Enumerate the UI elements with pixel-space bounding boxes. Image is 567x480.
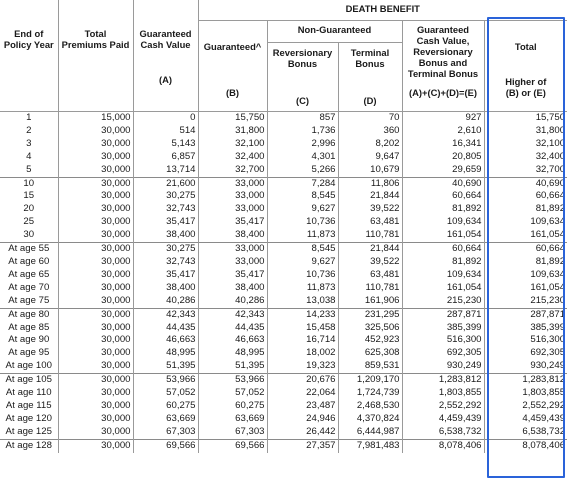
total-premiums-cell: 30,000 [58, 229, 133, 242]
terminal-bonus-cell: 325,506 [338, 322, 402, 335]
policy-year-cell: At age 85 [8, 321, 50, 333]
combined-value-cell: 2,610 [402, 125, 484, 138]
policy-year-cell: At age 70 [8, 281, 50, 293]
combined-value-cell: 60,664 [402, 243, 484, 256]
table-row [0, 256, 567, 269]
combined-value-cell: 161,054 [402, 282, 484, 295]
table-row [0, 164, 567, 177]
terminal-bonus-cell: 2,468,530 [338, 400, 402, 413]
total-death-benefit-cell: 692,305 [484, 347, 567, 360]
policy-year-cell: At age 128 [0, 439, 58, 452]
policy-year-cell: 10 [0, 177, 58, 190]
reversionary-bonus-cell: 5,266 [267, 164, 338, 177]
total-premiums-cell: 30,000 [58, 322, 133, 335]
guaranteed-cash-value-cell: 51,395 [133, 360, 198, 373]
guaranteed-cash-value-cell: 44,435 [133, 322, 198, 335]
policy-year-cell: 3 [26, 137, 32, 149]
reversionary-bonus-cell: 4,301 [267, 151, 338, 164]
total-death-benefit-cell: 161,054 [484, 229, 567, 242]
total-death-benefit-cell: 1,803,855 [484, 387, 567, 400]
table-row [0, 439, 567, 452]
policy-year-cell: 20 [23, 203, 35, 215]
guaranteed-death-benefit-cell: 63,669 [198, 413, 267, 426]
table-row [0, 151, 567, 164]
guaranteed-death-benefit-cell: 35,417 [198, 216, 267, 229]
reversionary-bonus-cell: 1,736 [267, 125, 338, 138]
total-premiums-cell: 30,000 [58, 374, 133, 387]
total-premiums-cell: 30,000 [58, 282, 133, 295]
reversionary-bonus-cell: 11,873 [267, 229, 338, 242]
table-row [0, 400, 567, 413]
guaranteed-cash-value-cell: 38,400 [133, 229, 198, 242]
policy-year-cell: At age 75 [8, 294, 50, 306]
guaranteed-death-benefit-cell: 35,417 [198, 269, 267, 282]
guaranteed-cash-value-cell: 30,275 [133, 243, 198, 256]
guaranteed-death-benefit-cell: 60,275 [198, 400, 267, 413]
policy-year-cell: 2 [26, 124, 32, 136]
guaranteed-cash-value-cell: 40,286 [133, 295, 198, 308]
reversionary-bonus-cell: 26,442 [267, 426, 338, 439]
guaranteed-cash-value-cell: 0 [133, 112, 198, 125]
total-premiums-cell: 30,000 [58, 125, 133, 138]
guaranteed-cash-value-cell: 5,143 [133, 138, 198, 151]
guaranteed-death-benefit-cell: 33,000 [198, 177, 267, 190]
guaranteed-death-benefit-cell: 32,700 [198, 164, 267, 177]
policy-year-cell: At age 115 [5, 399, 52, 411]
combined-value-cell: 20,805 [402, 151, 484, 164]
column-a-label: (A) [158, 74, 172, 85]
terminal-bonus-cell: 4,370,824 [338, 413, 402, 426]
combined-value-cell: 16,341 [402, 138, 484, 151]
total-death-benefit-cell: 6,538,732 [484, 426, 567, 439]
total-death-benefit-cell: 40,690 [484, 177, 567, 190]
combined-value-cell: 60,664 [402, 190, 484, 203]
guaranteed-cash-value-cell: 60,275 [133, 400, 198, 413]
total-premiums-paid-label: Total Premiums Paid [61, 28, 130, 50]
total-premiums-cell: 30,000 [58, 413, 133, 426]
total-death-benefit-cell: 516,300 [484, 334, 567, 347]
column-d-label: (D) [363, 95, 377, 106]
terminal-bonus-cell: 6,444,987 [338, 426, 402, 439]
terminal-bonus-cell: 110,781 [338, 229, 402, 242]
policy-year-cell: At age 65 [8, 268, 50, 280]
total-premiums-paid-header [58, 0, 133, 112]
table-row [0, 413, 567, 426]
table-row [0, 243, 567, 256]
reversionary-bonus-cell: 10,736 [267, 269, 338, 282]
combined-value-cell: 516,300 [402, 334, 484, 347]
terminal-bonus-cell: 7,981,483 [338, 439, 402, 452]
combined-value-cell: 930,249 [402, 360, 484, 373]
policy-year-cell: At age 80 [0, 308, 58, 321]
reversionary-bonus-cell: 18,002 [267, 347, 338, 360]
reversionary-bonus-cell: 24,946 [267, 413, 338, 426]
total-death-benefit-cell: 215,230 [484, 295, 567, 308]
guaranteed-label: Guaranteed^ [203, 41, 262, 52]
total-premiums-cell: 30,000 [58, 269, 133, 282]
total-premiums-cell: 30,000 [58, 164, 133, 177]
combined-value-cell: 6,538,732 [402, 426, 484, 439]
combined-value-cell: 1,803,855 [402, 387, 484, 400]
table-row [0, 282, 567, 295]
combined-value-cell: 109,634 [402, 216, 484, 229]
guaranteed-death-benefit-cell: 38,400 [198, 229, 267, 242]
column-b-label: (B) [225, 87, 239, 98]
death-benefit-header [198, 0, 567, 21]
guaranteed-death-benefit-cell: 48,995 [198, 347, 267, 360]
total-premiums-cell: 30,000 [58, 360, 133, 373]
table-body [0, 112, 567, 453]
table-row [0, 295, 567, 308]
guaranteed-death-benefit-cell: 15,750 [198, 112, 267, 125]
total-label: Total [514, 41, 537, 52]
total-premiums-cell: 30,000 [58, 347, 133, 360]
table-row [0, 177, 567, 190]
terminal-bonus-cell: 110,781 [338, 282, 402, 295]
total-death-benefit-cell: 4,459,439 [484, 413, 567, 426]
total-premiums-cell: 30,000 [58, 243, 133, 256]
combined-value-cell: 927 [402, 112, 484, 125]
policy-year-cell: At age 90 [8, 334, 50, 346]
guaranteed-cash-value-cell: 30,275 [133, 190, 198, 203]
guaranteed-cash-value-cell: 63,669 [133, 413, 198, 426]
table-row [0, 347, 567, 360]
total-premiums-cell: 30,000 [58, 203, 133, 216]
total-premiums-cell: 30,000 [58, 439, 133, 452]
combined-value-cell: 81,892 [402, 203, 484, 216]
terminal-bonus-cell: 11,806 [338, 177, 402, 190]
total-premiums-cell: 30,000 [58, 190, 133, 203]
policy-year-cell: At age 60 [8, 255, 50, 267]
terminal-bonus-cell: 1,724,739 [338, 387, 402, 400]
terminal-bonus-cell: 625,308 [338, 347, 402, 360]
table-row [0, 216, 567, 229]
guaranteed-death-benefit-cell: 69,566 [198, 439, 267, 452]
guaranteed-cash-value-cell: 13,714 [133, 164, 198, 177]
reversionary-bonus-cell: 10,736 [267, 216, 338, 229]
guaranteed-death-benefit-cell: 32,400 [198, 151, 267, 164]
terminal-bonus-cell: 859,531 [338, 360, 402, 373]
terminal-bonus-header [338, 43, 402, 112]
guaranteed-cash-value-cell: 32,743 [133, 203, 198, 216]
policy-year-cell: At age 105 [0, 374, 58, 387]
total-death-benefit-cell: 287,871 [484, 308, 567, 321]
terminal-bonus-cell: 231,295 [338, 308, 402, 321]
guaranteed-cash-value-cell: 32,743 [133, 256, 198, 269]
table-row [0, 322, 567, 335]
column-c-label: (C) [295, 95, 309, 106]
terminal-bonus-cell: 360 [338, 125, 402, 138]
combined-value-cell: 1,283,812 [402, 374, 484, 387]
reversionary-bonus-cell: 7,284 [267, 177, 338, 190]
total-death-benefit-cell: 81,892 [484, 256, 567, 269]
policy-year-cell: At age 120 [5, 412, 52, 424]
total-premiums-cell: 30,000 [58, 387, 133, 400]
total-death-benefit-cell: 60,664 [484, 243, 567, 256]
total-premiums-cell: 30,000 [58, 426, 133, 439]
guaranteed-death-benefit-cell: 53,966 [198, 374, 267, 387]
total-death-benefit-cell: 109,634 [484, 216, 567, 229]
guaranteed-cash-value-cell: 38,400 [133, 282, 198, 295]
combined-value-header [402, 21, 484, 112]
reversionary-bonus-cell: 19,323 [267, 360, 338, 373]
combined-value-cell: 161,054 [402, 229, 484, 242]
total-premiums-cell: 30,000 [58, 295, 133, 308]
table-row [0, 229, 567, 242]
total-death-benefit-cell: 161,054 [484, 282, 567, 295]
terminal-bonus-cell: 70 [338, 112, 402, 125]
terminal-bonus-cell: 1,209,170 [338, 374, 402, 387]
total-death-benefit-cell: 2,552,292 [484, 400, 567, 413]
reversionary-bonus-cell: 857 [267, 112, 338, 125]
terminal-bonus-cell: 39,522 [338, 256, 402, 269]
total-premiums-cell: 15,000 [58, 112, 133, 125]
terminal-bonus-cell: 21,844 [338, 190, 402, 203]
policy-year-cell: 1 [26, 112, 32, 123]
combined-value-cell: 287,871 [402, 308, 484, 321]
terminal-bonus-cell: 21,844 [338, 243, 402, 256]
death-benefit-label: DEATH BENEFIT [345, 3, 420, 14]
reversionary-bonus-header [267, 43, 338, 112]
reversionary-bonus-cell: 11,873 [267, 282, 338, 295]
policy-year-cell: At age 110 [5, 387, 52, 399]
table-row [0, 387, 567, 400]
total-death-benefit-cell: 31,800 [484, 125, 567, 138]
policy-year-cell: 30 [23, 229, 35, 241]
total-death-benefit-cell: 32,100 [484, 138, 567, 151]
policy-year-cell: 15 [23, 190, 35, 202]
combined-value-cell: 692,305 [402, 347, 484, 360]
total-premiums-cell: 30,000 [58, 400, 133, 413]
total-premiums-cell: 30,000 [58, 138, 133, 151]
combined-value-cell: 215,230 [402, 295, 484, 308]
end-of-policy-year-header [0, 0, 58, 112]
total-premiums-cell: 30,000 [58, 256, 133, 269]
terminal-bonus-label: Terminal Bonus [350, 47, 390, 69]
policy-year-cell: At age 95 [8, 347, 50, 359]
reversionary-bonus-cell: 27,357 [267, 439, 338, 452]
end-of-policy-year-label: End of Policy Year [3, 28, 54, 50]
table-row [0, 374, 567, 387]
table-row [0, 138, 567, 151]
terminal-bonus-cell: 10,679 [338, 164, 402, 177]
total-death-benefit-cell: 385,399 [484, 322, 567, 335]
reversionary-bonus-cell: 15,458 [267, 322, 338, 335]
total-death-benefit-cell: 930,249 [484, 360, 567, 373]
total-death-benefit-cell: 15,750 [484, 112, 567, 125]
terminal-bonus-cell: 9,647 [338, 151, 402, 164]
reversionary-bonus-cell: 13,038 [267, 295, 338, 308]
total-death-benefit-cell: 8,078,406 [484, 439, 567, 452]
guaranteed-death-benefit-cell: 33,000 [198, 243, 267, 256]
combined-value-cell: 81,892 [402, 256, 484, 269]
terminal-bonus-cell: 8,202 [338, 138, 402, 151]
guaranteed-death-benefit-cell: 67,303 [198, 426, 267, 439]
table-row [0, 125, 567, 138]
guaranteed-cash-value-cell: 35,417 [133, 269, 198, 282]
reversionary-bonus-label: Reversionary Bonus [272, 47, 333, 69]
reversionary-bonus-cell: 22,064 [267, 387, 338, 400]
guaranteed-cash-value-cell: 42,343 [133, 308, 198, 321]
total-formula-label: Higher of (B) or (E) [505, 76, 547, 98]
guaranteed-cash-value-cell: 53,966 [133, 374, 198, 387]
combined-value-cell: 385,399 [402, 322, 484, 335]
guaranteed-death-benefit-cell: 42,343 [198, 308, 267, 321]
policy-year-cell: 4 [26, 150, 32, 162]
guaranteed-cash-value-cell: 35,417 [133, 216, 198, 229]
guaranteed-death-benefit-cell: 33,000 [198, 203, 267, 216]
guaranteed-cash-value-cell: 514 [133, 125, 198, 138]
table-row [0, 308, 567, 321]
guaranteed-cash-value-cell: 48,995 [133, 347, 198, 360]
guaranteed-cash-value-cell: 57,052 [133, 387, 198, 400]
total-death-benefit-cell: 60,664 [484, 190, 567, 203]
reversionary-bonus-cell: 2,996 [267, 138, 338, 151]
reversionary-bonus-cell: 23,487 [267, 400, 338, 413]
combined-value-cell: 4,459,439 [402, 413, 484, 426]
reversionary-bonus-cell: 14,233 [267, 308, 338, 321]
terminal-bonus-cell: 63,481 [338, 216, 402, 229]
terminal-bonus-cell: 452,923 [338, 334, 402, 347]
terminal-bonus-cell: 39,522 [338, 203, 402, 216]
reversionary-bonus-cell: 8,545 [267, 190, 338, 203]
reversionary-bonus-cell: 9,627 [267, 256, 338, 269]
total-premiums-cell: 30,000 [58, 334, 133, 347]
combined-value-cell: 109,634 [402, 269, 484, 282]
guaranteed-death-benefit-cell: 33,000 [198, 190, 267, 203]
reversionary-bonus-cell: 9,627 [267, 203, 338, 216]
guaranteed-cash-value-header [133, 0, 198, 112]
guaranteed-death-benefit-cell: 32,100 [198, 138, 267, 151]
guaranteed-death-benefit-cell: 33,000 [198, 256, 267, 269]
guaranteed-death-benefit-cell: 51,395 [198, 360, 267, 373]
policy-year-cell: At age 55 [0, 243, 58, 256]
combined-value-cell: 8,078,406 [402, 439, 484, 452]
policy-year-cell: 5 [26, 163, 32, 175]
total-death-benefit-cell: 32,400 [484, 151, 567, 164]
total-death-benefit-cell: 1,283,812 [484, 374, 567, 387]
table-row [0, 360, 567, 373]
reversionary-bonus-cell: 8,545 [267, 243, 338, 256]
total-header [484, 21, 567, 112]
guaranteed-cash-value-label: Guaranteed Cash Value [139, 28, 192, 50]
table-row [0, 190, 567, 203]
total-premiums-cell: 30,000 [58, 151, 133, 164]
table-row [0, 269, 567, 282]
combined-value-cell: 40,690 [402, 177, 484, 190]
terminal-bonus-cell: 63,481 [338, 269, 402, 282]
combined-value-cell: 2,552,292 [402, 400, 484, 413]
total-premiums-cell: 30,000 [58, 216, 133, 229]
policy-year-cell: 25 [23, 216, 35, 228]
guaranteed-cash-value-cell: 6,857 [133, 151, 198, 164]
terminal-bonus-cell: 161,906 [338, 295, 402, 308]
guaranteed-cash-value-cell: 46,663 [133, 334, 198, 347]
reversionary-bonus-cell: 20,676 [267, 374, 338, 387]
guaranteed-death-benefit-cell: 57,052 [198, 387, 267, 400]
guaranteed-death-benefit-cell: 38,400 [198, 282, 267, 295]
non-guaranteed-header [267, 21, 402, 43]
guaranteed-cash-value-cell: 67,303 [133, 426, 198, 439]
total-death-benefit-cell: 32,700 [484, 164, 567, 177]
guaranteed-death-benefit-cell: 46,663 [198, 334, 267, 347]
total-premiums-cell: 30,000 [58, 177, 133, 190]
table-row [0, 426, 567, 439]
combined-value-cell: 29,659 [402, 164, 484, 177]
table-row [0, 112, 567, 125]
total-death-benefit-cell: 81,892 [484, 203, 567, 216]
total-death-benefit-cell: 109,634 [484, 269, 567, 282]
policy-year-cell: At age 100 [5, 360, 52, 372]
guaranteed-cash-value-cell: 21,600 [133, 177, 198, 190]
guaranteed-death-benefit-cell: 44,435 [198, 322, 267, 335]
policy-year-cell: At age 125 [5, 425, 52, 437]
guaranteed-header [198, 21, 267, 112]
total-premiums-cell: 30,000 [58, 308, 133, 321]
non-guaranteed-label: Non-Guaranteed [297, 24, 372, 35]
guaranteed-death-benefit-cell: 40,286 [198, 295, 267, 308]
column-e-label: (A)+(C)+(D)=(E) [409, 87, 477, 98]
table-row [0, 334, 567, 347]
table-row [0, 203, 567, 216]
guaranteed-cash-value-cell: 69,566 [133, 439, 198, 452]
guaranteed-death-benefit-cell: 31,800 [198, 125, 267, 138]
reversionary-bonus-cell: 16,714 [267, 334, 338, 347]
combined-value-label: Guaranteed Cash Value, Reversionary Bonus and Terminal Bonus [407, 24, 479, 79]
